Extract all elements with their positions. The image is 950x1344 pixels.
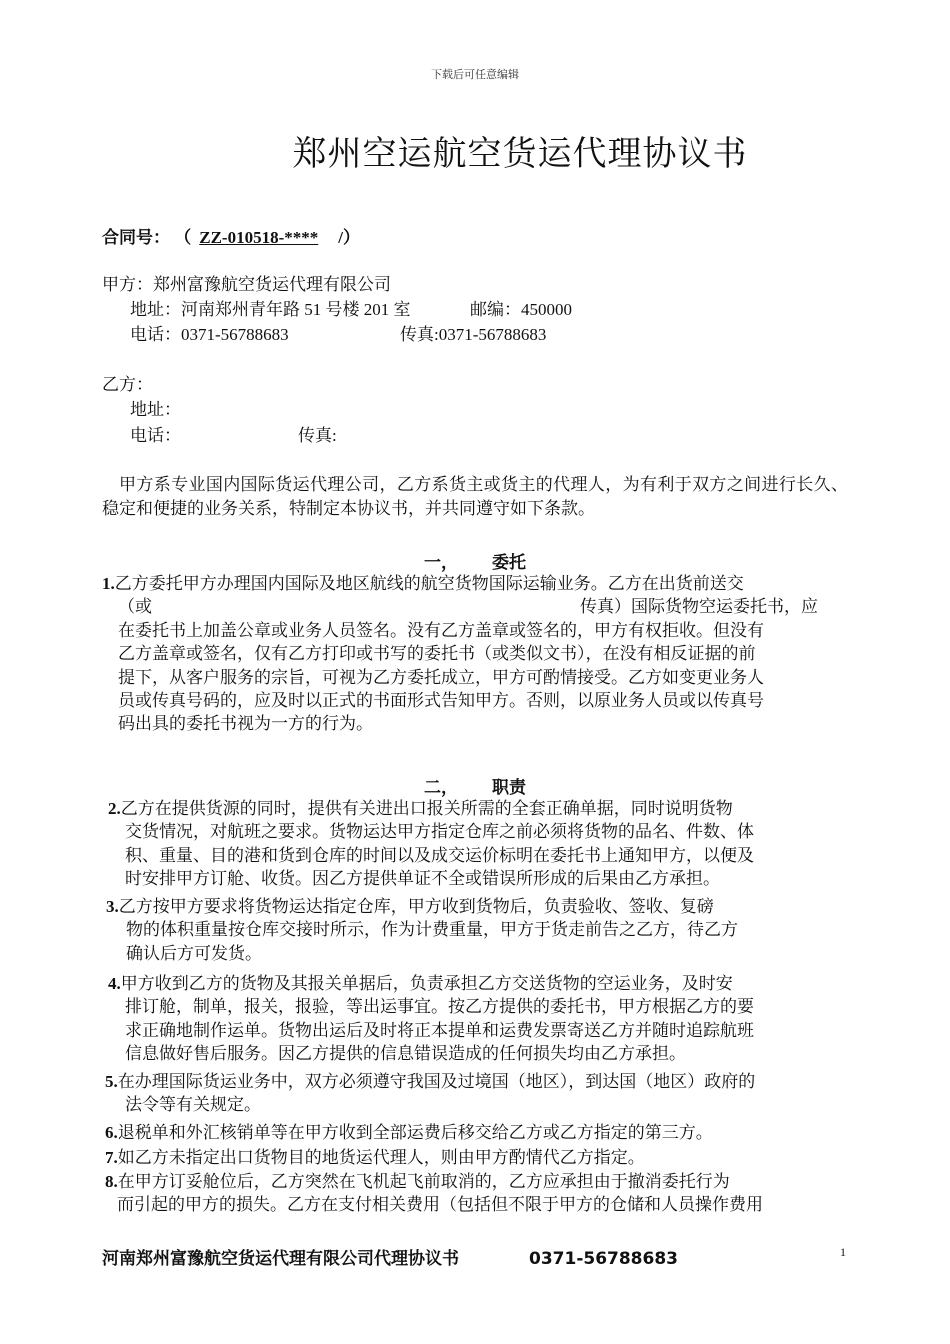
- party-a-name: 甲方：郑州富豫航空货运代理有限公司: [102, 275, 391, 294]
- contract-number: ZZ-010518-****: [199, 228, 319, 247]
- footer-phone: 0371-56788683: [529, 1249, 678, 1269]
- clause-8: 8.在甲方订妥舱位后，乙方突然在飞机起飞前取消的，乙方应承担由于撤消委托行为 而引起的甲方的损失。乙方在支付相关费用（包括但不限于甲方的仓储和人员操作费用: [105, 1172, 763, 1215]
- party-a-fax: 传真:0371-56788683: [400, 325, 547, 344]
- section-heading-1: 一， 委托: [424, 553, 526, 572]
- party-a-address: 地址：河南郑州青年路 51 号楼 201 室: [130, 300, 411, 319]
- header-note: 下载后可任意编辑: [431, 69, 519, 81]
- page-number: 1: [840, 1245, 846, 1259]
- party-a-postcode: 邮编：450000: [470, 300, 572, 319]
- contract-number-line: [102, 226, 360, 250]
- contract-label: 合同号：: [102, 228, 170, 247]
- document-title: 郑州空运航空货运代理协议书: [292, 134, 748, 174]
- clause-2: 2.乙方在提供货源的同时，提供有关进出口报关所需的全套正确单据，同时说明货物 交货情况，对航班之要求。货物运达甲方指定仓库之前必须将货物的品名、件数、体 积、重量、目的港和货到仓库的时间以及成交运价标明在委托书上通知甲方，以便及 时安排甲方订舱、收货。因乙方提供单证不全或错误所形成的后果由乙方承担。: [108, 799, 754, 889]
- contract-open: （: [174, 228, 192, 247]
- intro-paragraph: 甲方系专业国内国际货运代理公司，乙方系货主或货主的代理人，为有利于双方之间进行长久、稳定和便捷的业务关系，特制定本协议书，并共同遵守如下条款。: [102, 475, 848, 518]
- clause-6: 6.退税单和外汇核销单等在甲方收到全部运费后移交给乙方或乙方指定的第三方。: [105, 1123, 713, 1142]
- party-b-phone: 电话：: [130, 426, 181, 445]
- party-b-fax: 传真:: [298, 426, 337, 445]
- footer: [102, 1244, 678, 1269]
- contract-close: /）: [338, 228, 360, 247]
- clause-4: 4.甲方收到乙方的货物及其报关单据后，负责承担乙方交送货物的空运业务，及时安 排订舱，制单，报关，报验，等出运事宜。按乙方提供的委托书，甲方根据乙方的要 求正确地制作运单。货物出运后及时将正本提单和运费发票寄送乙方并随时追踪航班 信息做好售后服务。因乙方提供的信息错误造成的任何损失均由乙方承担。: [108, 974, 754, 1064]
- footer-company: 河南郑州富豫航空货运代理有限公司代理协议书: [102, 1249, 459, 1269]
- party-b-address: 地址：: [130, 400, 181, 419]
- party-b-name: 乙方：: [102, 375, 153, 394]
- section-heading-2: 二， 职责: [424, 778, 526, 797]
- clause-5: 5.在办理国际货运业务中，双方必须遵守我国及过境国（地区），到达国（地区）政府的 法令等有关规定。: [105, 1072, 756, 1115]
- party-a-phone: 电话：0371-56788683: [130, 325, 289, 344]
- clause-1: 1.乙方委托甲方办理国内国际及地区航线的航空货物国际运输业务。乙方在出货前送交 （或 传真）国际货物空运委托书，应 在委托书上加盖公章或业务人员签名。没有乙方盖章或签名的，甲方有权拒收。但没有 乙方盖章或签名，仅有乙方打印或书写的委托书（或类似文书），在没有相反证据的前 提下，从客户服务的宗旨，可视为乙方委托成立，甲方可酌情接受。乙方如变更业务人 员或传真号码的，应及时以正式的书面形式告知甲方。否则，以原业务人员或以传真号 码出具的委托书视为一方的行为。: [102, 574, 818, 734]
- clause-3: 3.乙方按甲方要求将货物运达指定仓库，甲方收到货物后，负责验收、签收、复磅 物的体积重量按仓库交接时所示，作为计费重量，甲方于货走前告之乙方，待乙方 确认后方可发货。: [106, 897, 738, 963]
- clause-7: 7.如乙方未指定出口货物目的地货运代理人，则由甲方酌情代乙方指定。: [105, 1148, 645, 1167]
